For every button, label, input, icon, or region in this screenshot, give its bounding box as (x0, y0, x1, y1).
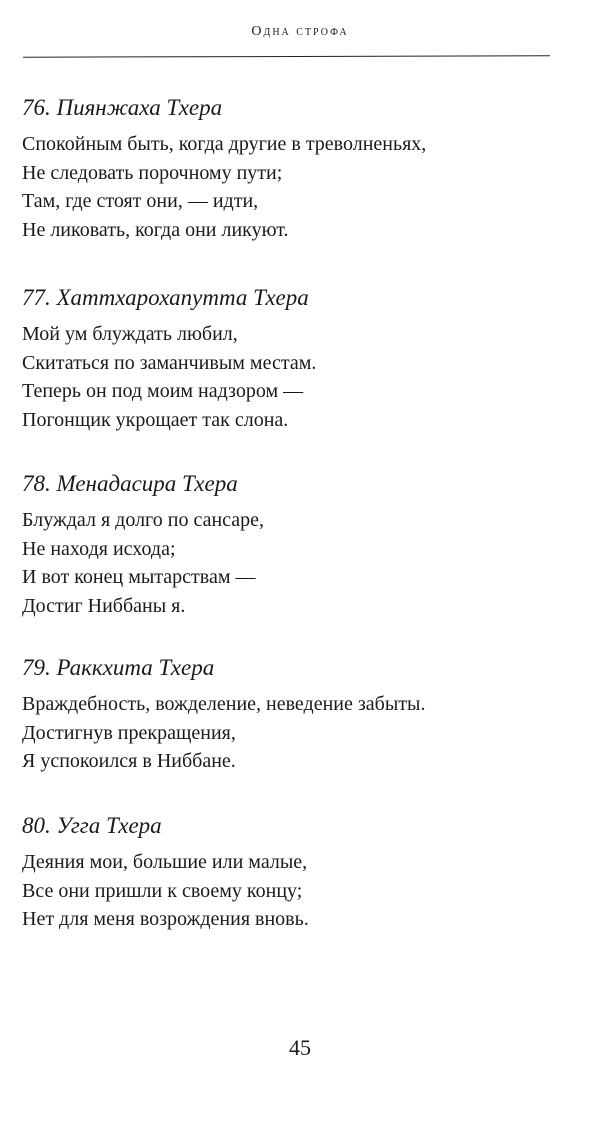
verse-line: Блуждал я долго по сансаре, (22, 509, 265, 531)
verse-line: Я успокоился в Ниббане. (22, 750, 236, 772)
verse-section (22, 94, 592, 244)
verse-line: Спокойным быть, когда другие в треволненьях, (22, 133, 427, 155)
verse-title: 76. Пиянжаха Тхера (22, 95, 223, 120)
verse-line: Все они пришли к своему концу; (22, 879, 303, 902)
header-rule (23, 55, 550, 57)
verse-section (22, 654, 592, 776)
verse-section (22, 812, 592, 934)
verse-line: Враждебность, вожделение, неведение забыты. (22, 693, 426, 715)
verse-section (22, 284, 592, 434)
verse-line: Мой ум блуждать любил, (22, 323, 238, 345)
verse-line: Не находя исхода; (22, 537, 176, 560)
verse-line: Теперь он под моим надзором — (22, 380, 304, 402)
verse-title: 78. Менадасира Тхера (22, 471, 238, 496)
verse-line: Деяния мои, большие или малые, (22, 851, 308, 873)
page-number: 45 (289, 1035, 311, 1060)
verse-title: 79. Раккхита Тхера (22, 655, 215, 680)
verse-line: Нет для меня возрождения вновь. (22, 908, 309, 930)
verse-line: Погонщик укрощает так слона. (22, 408, 289, 431)
verse-line: Не ликовать, когда они ликуют. (22, 218, 289, 241)
verse-line: Достиг Ниббаны я. (22, 594, 186, 617)
verse-line: Скитаться по заманчивым местам. (22, 351, 317, 374)
verse-section (22, 470, 592, 620)
verse-title: 80. Угга Тхера (22, 813, 162, 838)
verse-title: 77. Хаттхарохапутта Тхера (22, 285, 309, 310)
running-head: Одна строфа (251, 24, 349, 39)
verse-line: Там, где стоят они, — идти, (22, 190, 259, 212)
verse-line: Не следовать порочному пути; (22, 161, 283, 184)
verse-line: Достигнув прекращения, (22, 721, 236, 744)
verse-line: И вот конец мытарствам — (22, 566, 256, 588)
